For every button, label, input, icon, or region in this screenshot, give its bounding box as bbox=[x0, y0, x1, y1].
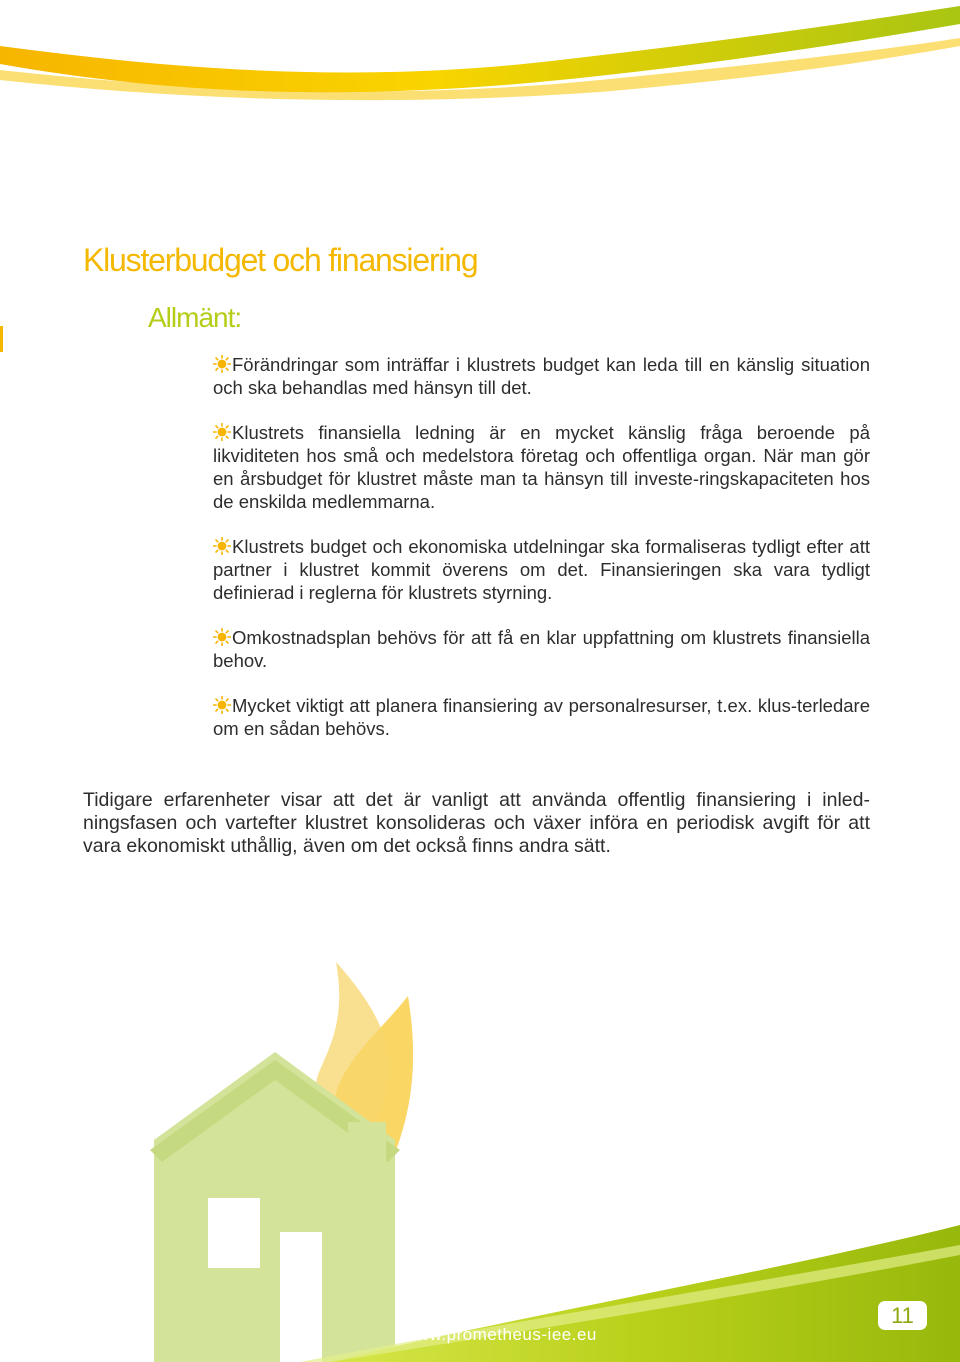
list-item bbox=[213, 694, 870, 740]
list-item bbox=[213, 353, 870, 399]
sun-icon bbox=[213, 537, 231, 555]
bullet-text: Klustrets budget och ekonomiska utdelningar ska formaliseras tydligt efter att partner i klustret kommit överens om det. Finansieringen ska vara tydligt definierad i reglerna för klustrets styrning. bbox=[213, 536, 870, 603]
body-paragraph: Tidigare erfarenheter visar att det är vanligt att använda offentlig finansiering i inled-ningsfasen och vartefter klustret konsolideras och växer införa en periodisk avgift för att vara ekonomiskt uthållig, även om det också finns andra sätt. bbox=[83, 789, 870, 857]
sun-icon bbox=[213, 355, 231, 373]
footer-url[interactable]: www.prometheus-iee.eu bbox=[404, 1325, 597, 1344]
sun-icon bbox=[213, 628, 231, 646]
list-item bbox=[213, 626, 870, 672]
bullet-text: Mycket viktigt att planera finansiering av personalresurser, t.ex. klus-terledare om en sådan behövs. bbox=[213, 695, 870, 739]
list-item bbox=[213, 421, 870, 513]
bullet-text: Förändringar som inträffar i klustrets budget kan leda till en känslig situation och ska behandlas med hänsyn till det. bbox=[213, 354, 870, 398]
bullet-list bbox=[213, 353, 870, 762]
sun-icon bbox=[213, 423, 231, 441]
list-item bbox=[213, 535, 870, 604]
top-decorative-swoosh bbox=[0, 0, 960, 110]
bullet-text: Omkostnadsplan behövs för att få en klar uppfattning om klustrets finansiella behov. bbox=[213, 627, 870, 671]
sun-icon bbox=[213, 696, 231, 714]
margin-marker bbox=[0, 326, 3, 352]
page-title: Klusterbudget och finansiering bbox=[83, 242, 478, 278]
page-number: 11 bbox=[878, 1301, 927, 1330]
section-subtitle: Allmänt: bbox=[148, 302, 242, 333]
bullet-text: Klustrets finansiella ledning är en mycket känslig fråga beroende på likviditeten hos små och medelstora företag och offentliga organ. När man gör en årsbudget för klustret måste man ta hänsyn till investe-ringskapaciteten hos de enskilda medlemmarna. bbox=[213, 422, 870, 512]
